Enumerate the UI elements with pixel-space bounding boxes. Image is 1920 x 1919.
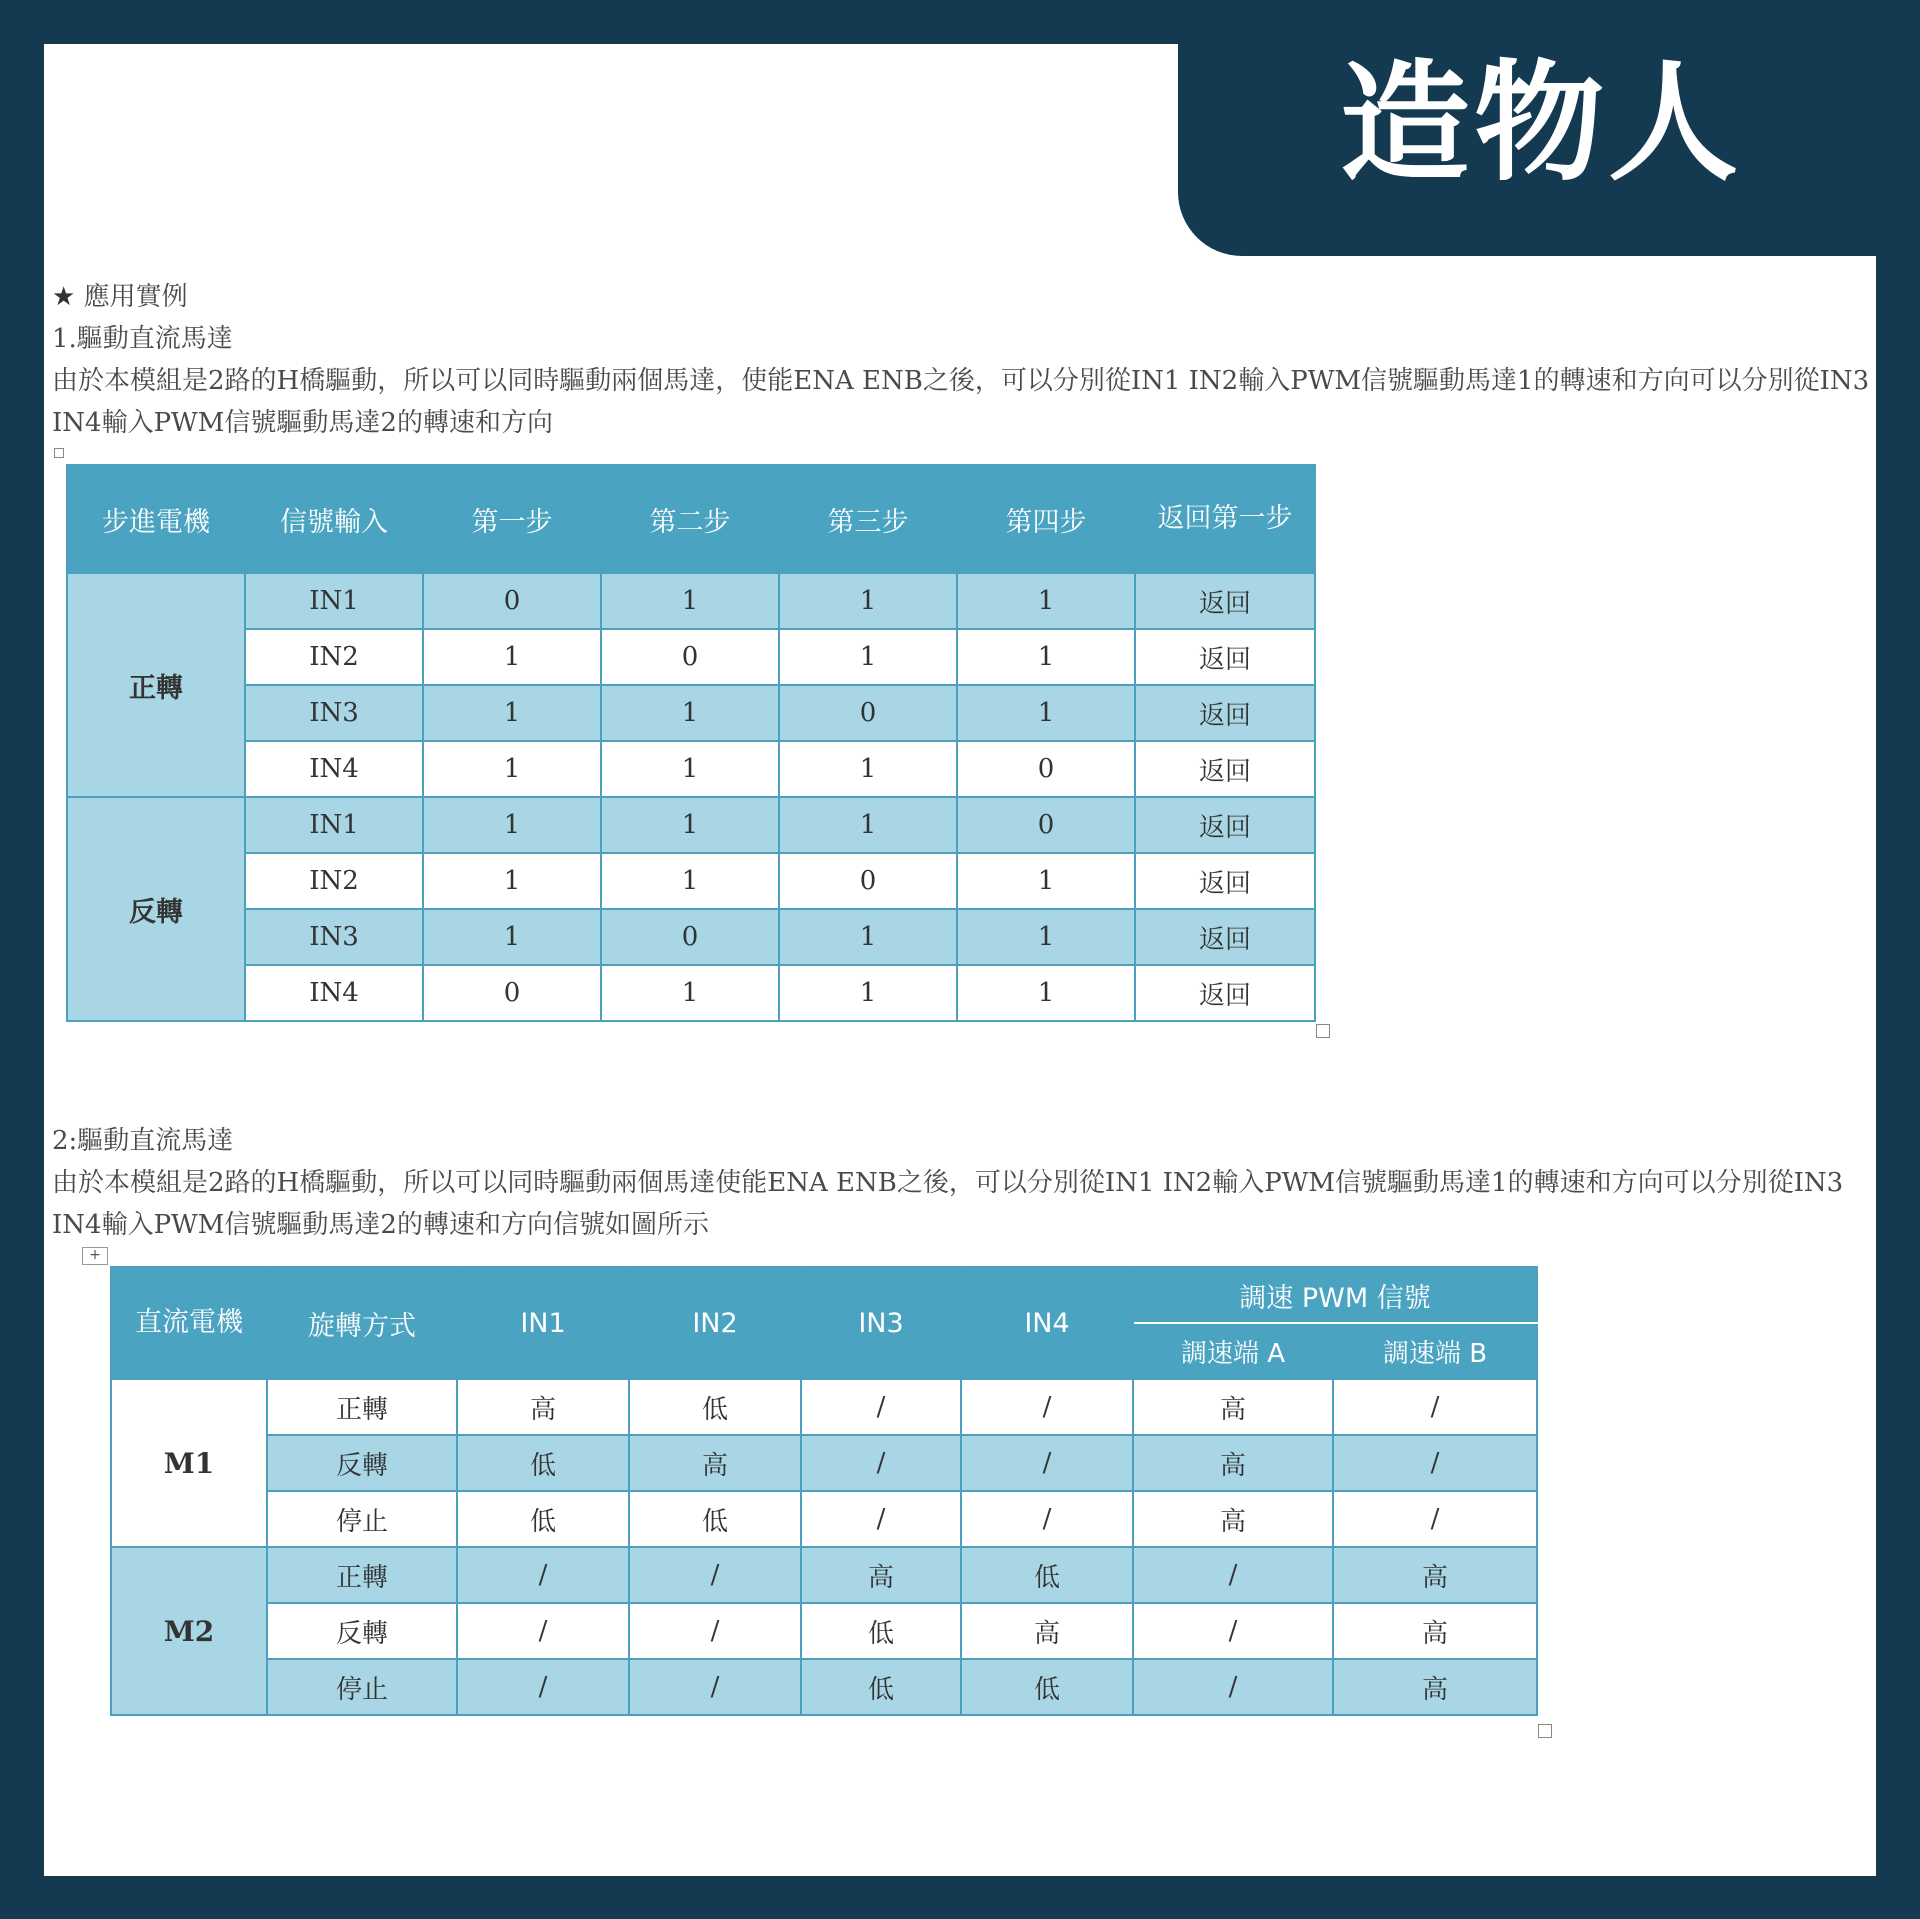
table-cell: / bbox=[629, 1659, 801, 1715]
table-row bbox=[111, 1547, 1537, 1603]
table-cell: 1 bbox=[779, 965, 957, 1021]
table-cell: 1 bbox=[957, 685, 1135, 741]
table-header-cell: IN2 bbox=[629, 1267, 801, 1379]
table-cell: 低 bbox=[961, 1547, 1133, 1603]
table-cell: 返回 bbox=[1135, 741, 1315, 797]
table-cell: / bbox=[1333, 1379, 1537, 1435]
table-cell: 低 bbox=[801, 1603, 961, 1659]
table-cell: 高 bbox=[1333, 1603, 1537, 1659]
table-cell: 1 bbox=[601, 965, 779, 1021]
table-row bbox=[111, 1435, 1537, 1491]
table-header-cell: 返回第一步 bbox=[1135, 465, 1315, 573]
table-cell: 低 bbox=[801, 1659, 961, 1715]
table-cell: 1 bbox=[957, 573, 1135, 629]
dc-motor-table bbox=[110, 1266, 1538, 1716]
table-cell: 低 bbox=[961, 1659, 1133, 1715]
table-cell: 低 bbox=[629, 1491, 801, 1547]
table-cell: 1 bbox=[957, 853, 1135, 909]
table-cell: IN4 bbox=[245, 965, 423, 1021]
table-header-cell: IN4 bbox=[961, 1267, 1133, 1379]
table-cell: 返回 bbox=[1135, 629, 1315, 685]
table-row bbox=[111, 1491, 1537, 1547]
table-cell: 1 bbox=[779, 573, 957, 629]
table-cell: IN1 bbox=[245, 797, 423, 853]
table-cell: 1 bbox=[601, 853, 779, 909]
pwm-sub-header: 調速端 B bbox=[1333, 1323, 1537, 1379]
table-cell: / bbox=[629, 1547, 801, 1603]
table-cell: 0 bbox=[423, 573, 601, 629]
table-cell: 1 bbox=[779, 797, 957, 853]
table-cell: 高 bbox=[1133, 1491, 1333, 1547]
table-cell: 返回 bbox=[1135, 965, 1315, 1021]
section2-title: 2:驅動直流馬達 bbox=[52, 1126, 234, 1156]
table-cell: 1 bbox=[957, 965, 1135, 1021]
table-row bbox=[111, 1603, 1537, 1659]
table-cell: / bbox=[1133, 1603, 1333, 1659]
table-header-cell: 步進電機 bbox=[67, 465, 245, 573]
table-cell: / bbox=[1333, 1435, 1537, 1491]
table-cell: / bbox=[1133, 1659, 1333, 1715]
section-heading-text: 應用實例 bbox=[83, 282, 188, 312]
table-cell: 0 bbox=[779, 685, 957, 741]
table-cell: 停止 bbox=[267, 1491, 457, 1547]
table-cell: 高 bbox=[1333, 1547, 1537, 1603]
table-cell: 高 bbox=[961, 1603, 1133, 1659]
table-cell: 1 bbox=[957, 909, 1135, 965]
table-cell: 返回 bbox=[1135, 797, 1315, 853]
paragraph-mark-icon bbox=[54, 448, 64, 458]
table-cell: / bbox=[961, 1435, 1133, 1491]
brand-logo-text: 造物人 bbox=[1340, 47, 1743, 199]
section1-paragraph: 由於本模組是2路的H橋驅動，所以可以同時驅動兩個馬達，使能ENA ENB之後，可以分別從IN1 IN2輸入PWM信號驅動馬達1的轉速和方向可以分別從IN3 IN4輸入PWM信號驅動馬達2的轉速和方向 bbox=[52, 366, 1870, 438]
table-cell: 1 bbox=[957, 629, 1135, 685]
table-cell: 1 bbox=[423, 909, 601, 965]
table-cell: 返回 bbox=[1135, 853, 1315, 909]
table-cell: / bbox=[1133, 1547, 1333, 1603]
table-row bbox=[67, 573, 1315, 629]
table-cell: 返回 bbox=[1135, 573, 1315, 629]
table-resize-handle[interactable] bbox=[1316, 1024, 1330, 1038]
table-row bbox=[111, 1379, 1537, 1435]
table-header-cell: IN3 bbox=[801, 1267, 961, 1379]
table-row bbox=[67, 965, 1315, 1021]
table-cell: 0 bbox=[601, 629, 779, 685]
row-group-label: 反轉 bbox=[67, 797, 245, 1021]
table-cell: 返回 bbox=[1135, 685, 1315, 741]
table-header-cell: 直流電機 bbox=[111, 1267, 267, 1379]
table-cell: 1 bbox=[779, 741, 957, 797]
table-header-cell: 第三步 bbox=[779, 465, 957, 573]
table-cell: 0 bbox=[957, 797, 1135, 853]
table-cell: 高 bbox=[1133, 1379, 1333, 1435]
table-cell: / bbox=[801, 1491, 961, 1547]
table-cell: / bbox=[457, 1547, 629, 1603]
table-cell: 反轉 bbox=[267, 1435, 457, 1491]
table-cell: / bbox=[801, 1435, 961, 1491]
table-row bbox=[111, 1659, 1537, 1715]
table-header-cell: 第一步 bbox=[423, 465, 601, 573]
section-heading bbox=[52, 276, 188, 318]
table-cell: 高 bbox=[629, 1435, 801, 1491]
table-cell: IN3 bbox=[245, 685, 423, 741]
table-cell: 0 bbox=[779, 853, 957, 909]
table-cell: 低 bbox=[457, 1435, 629, 1491]
table-header-row bbox=[67, 465, 1315, 573]
table-resize-handle[interactable] bbox=[1538, 1724, 1552, 1738]
table-cell: 1 bbox=[423, 853, 601, 909]
table-header-cell: 信號輸入 bbox=[245, 465, 423, 573]
table-cell: / bbox=[961, 1491, 1133, 1547]
row-group-label: 正轉 bbox=[67, 573, 245, 797]
table-cell: 反轉 bbox=[267, 1603, 457, 1659]
table-cell: 高 bbox=[457, 1379, 629, 1435]
table-cell: / bbox=[1333, 1491, 1537, 1547]
table-cell: 0 bbox=[423, 965, 601, 1021]
table-cell: / bbox=[457, 1603, 629, 1659]
table-header-cell: 第四步 bbox=[957, 465, 1135, 573]
table-cell: 1 bbox=[779, 909, 957, 965]
table-cell: IN4 bbox=[245, 741, 423, 797]
pwm-sub-header: 調速端 A bbox=[1133, 1323, 1333, 1379]
table-row bbox=[67, 797, 1315, 853]
table-row bbox=[67, 741, 1315, 797]
table-cell: IN2 bbox=[245, 629, 423, 685]
table-cell: 返回 bbox=[1135, 909, 1315, 965]
table-cell: IN1 bbox=[245, 573, 423, 629]
star-icon: ★ bbox=[52, 282, 76, 312]
table-row bbox=[67, 629, 1315, 685]
table-cell: 1 bbox=[779, 629, 957, 685]
table-cell: 1 bbox=[423, 629, 601, 685]
table-cell: 1 bbox=[423, 741, 601, 797]
row-group-label: M2 bbox=[111, 1547, 267, 1715]
table-cell: IN3 bbox=[245, 909, 423, 965]
table-cell: 0 bbox=[957, 741, 1135, 797]
table-cell: 正轉 bbox=[267, 1379, 457, 1435]
table-cell: 1 bbox=[601, 797, 779, 853]
table-cell: / bbox=[961, 1379, 1133, 1435]
table-cell: 低 bbox=[629, 1379, 801, 1435]
table-header-cell: IN1 bbox=[457, 1267, 629, 1379]
row-group-label: M1 bbox=[111, 1379, 267, 1547]
table-cell: IN2 bbox=[245, 853, 423, 909]
table-header-cell: 旋轉方式 bbox=[267, 1267, 457, 1379]
table-cell: 1 bbox=[601, 685, 779, 741]
table-header-row bbox=[111, 1267, 1537, 1323]
table-row bbox=[67, 685, 1315, 741]
table-cell: 0 bbox=[601, 909, 779, 965]
table-move-handle-icon[interactable]: + bbox=[82, 1247, 108, 1265]
section2-paragraph: 由於本模組是2路的H橋驅動，所以可以同時驅動兩個馬達使能ENA ENB之後，可以分別從IN1 IN2輸入PWM信號驅動馬達1的轉速和方向可以分別從IN3 IN4輸入PWM信號驅動馬達2的轉速和方向信號如圖所示 bbox=[52, 1168, 1844, 1240]
table-cell: 停止 bbox=[267, 1659, 457, 1715]
table-cell: 高 bbox=[1133, 1435, 1333, 1491]
table-row bbox=[67, 853, 1315, 909]
table-cell: 1 bbox=[423, 685, 601, 741]
table-cell: 正轉 bbox=[267, 1547, 457, 1603]
table-cell: 1 bbox=[601, 573, 779, 629]
table-header-cell: 第二步 bbox=[601, 465, 779, 573]
table-cell: / bbox=[457, 1659, 629, 1715]
table-cell: / bbox=[801, 1379, 961, 1435]
table-cell: 高 bbox=[801, 1547, 961, 1603]
table-cell: / bbox=[629, 1603, 801, 1659]
table-row bbox=[67, 909, 1315, 965]
table-cell: 1 bbox=[601, 741, 779, 797]
pwm-signal-header: 調速 PWM 信號 bbox=[1133, 1267, 1537, 1323]
section1-title: 1.驅動直流馬達 bbox=[52, 324, 233, 354]
table-cell: 1 bbox=[423, 797, 601, 853]
table-cell: 高 bbox=[1333, 1659, 1537, 1715]
stepper-table bbox=[66, 464, 1316, 1022]
table-cell: 低 bbox=[457, 1491, 629, 1547]
